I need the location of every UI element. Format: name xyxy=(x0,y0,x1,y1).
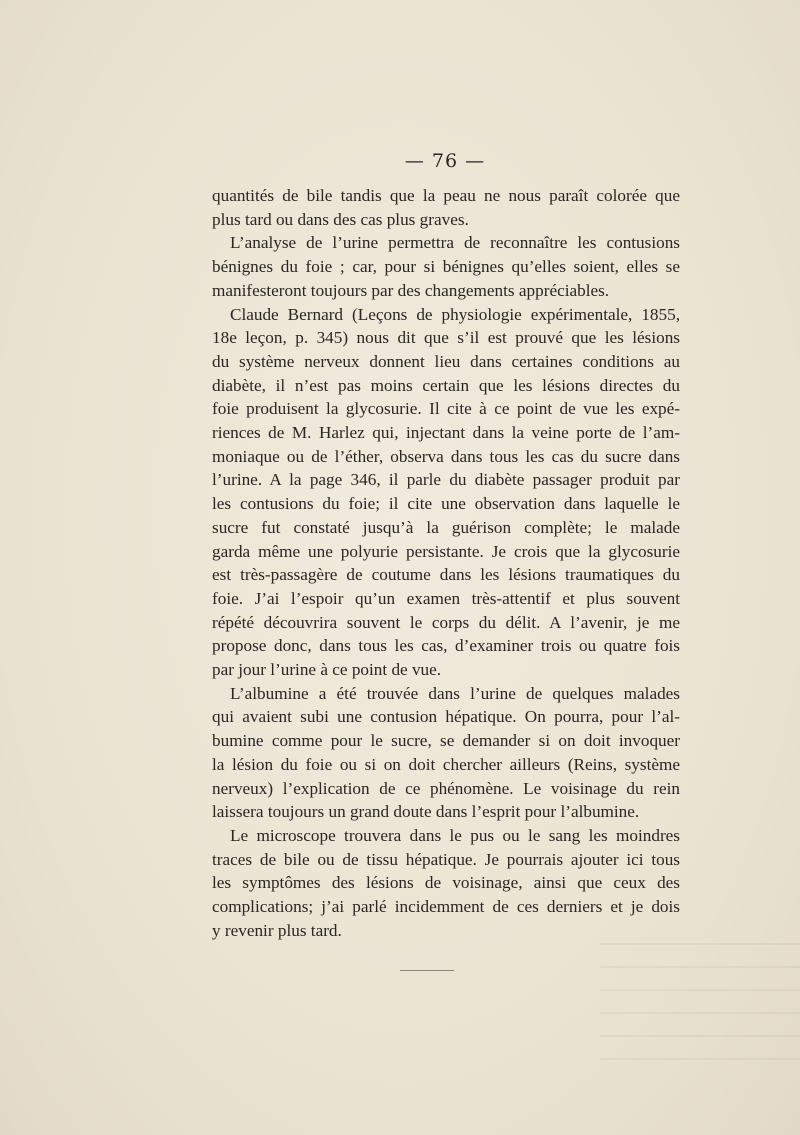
text-line: complications; j’ai parlé incidemment de ces derniers et je dois xyxy=(212,897,680,917)
text-line: quantités de bile tandis que la peau ne nous paraît colorée que xyxy=(212,186,680,205)
show-through xyxy=(600,940,800,1060)
text-line: par jour l’urine à ce point de vue. xyxy=(212,660,442,680)
text-line: sucre fut constaté jusqu’à la guérison complète; le malade xyxy=(212,517,680,537)
text-line: l’urine. A la page 346, il parle du diabète passager produit par xyxy=(212,470,680,490)
text-line: foie produisent la glycosurie. Il cite à ce point de vue les expé- xyxy=(212,399,680,419)
section-rule xyxy=(400,970,454,971)
paragraph-start: L’analyse de l’urine permettra de reconnaître les contusions xyxy=(230,233,680,253)
text-line: 18e leçon, p. 345) nous dit que s’il est prouvé que les lésions xyxy=(212,328,680,348)
text-line: qui avaient subi une contusion hépatique. On pourra, pour l’al- xyxy=(212,707,680,727)
text-line: diabète, il n’est pas moins certain que les lésions directes du xyxy=(212,375,680,395)
text-line: les contusions du foie; il cite une observation dans laquelle le xyxy=(212,494,680,514)
paragraph-start: Claude Bernard (Leçons de physiologie expérimentale, 1855, xyxy=(230,304,680,324)
text-line: répété découvrira souvent le corps du délit. A l’avenir, je me xyxy=(212,612,680,632)
text-line: les symptômes des lésions de voisinage, ainsi que ceux des xyxy=(212,873,680,893)
paragraph-start: L’albumine a été trouvée dans l’urine de quelques malades xyxy=(230,683,680,703)
text-line: du système nerveux donnent lieu dans certaines conditions au xyxy=(212,351,680,371)
text-line: y revenir plus tard. xyxy=(212,920,342,940)
text-line: riences de M. Harlez qui, injectant dans la veine porte de l’am- xyxy=(212,423,680,443)
text-line: foie. J’ai l’espoir qu’un examen très-attentif et plus souvent xyxy=(212,588,680,608)
paragraph-start: Le microscope trouvera dans le pus ou le sang les moindres xyxy=(230,825,680,845)
page-number: — 76 — xyxy=(404,150,486,172)
text-line: nerveux) l’explication de ce phénomène. Le voisinage du rein xyxy=(212,778,680,798)
text-line: plus tard ou dans des cas plus graves. xyxy=(212,209,469,229)
text-line: manifesteront toujours par des changements appréciables. xyxy=(212,280,610,300)
text-line: propose donc, dans tous les cas, d’examiner trois ou quatre fois xyxy=(212,636,680,656)
text-line: laissera toujours un grand doute dans l’esprit pour l’albumine. xyxy=(212,802,640,822)
text-line: la lésion du foie ou si on doit chercher ailleurs (Reins, système xyxy=(212,754,680,774)
text-line: garda même une polyurie persistante. Je crois que la glycosurie xyxy=(212,541,680,561)
text-line: bénignes du foie ; car, pour si bénignes qu’elles soient, elles se xyxy=(212,257,680,277)
text-line: est très-passagère de coutume dans les lésions traumatiques du xyxy=(212,565,680,585)
body-text xyxy=(212,184,680,943)
text-line: traces de bile ou de tissu hépatique. Je pourrais ajouter ici tous xyxy=(212,849,680,869)
text-line: moniaque ou de l’éther, observa dans tous les cas du sucre dans xyxy=(212,446,680,466)
text-line: bumine comme pour le sucre, se demander si on doit invoquer xyxy=(212,731,680,751)
